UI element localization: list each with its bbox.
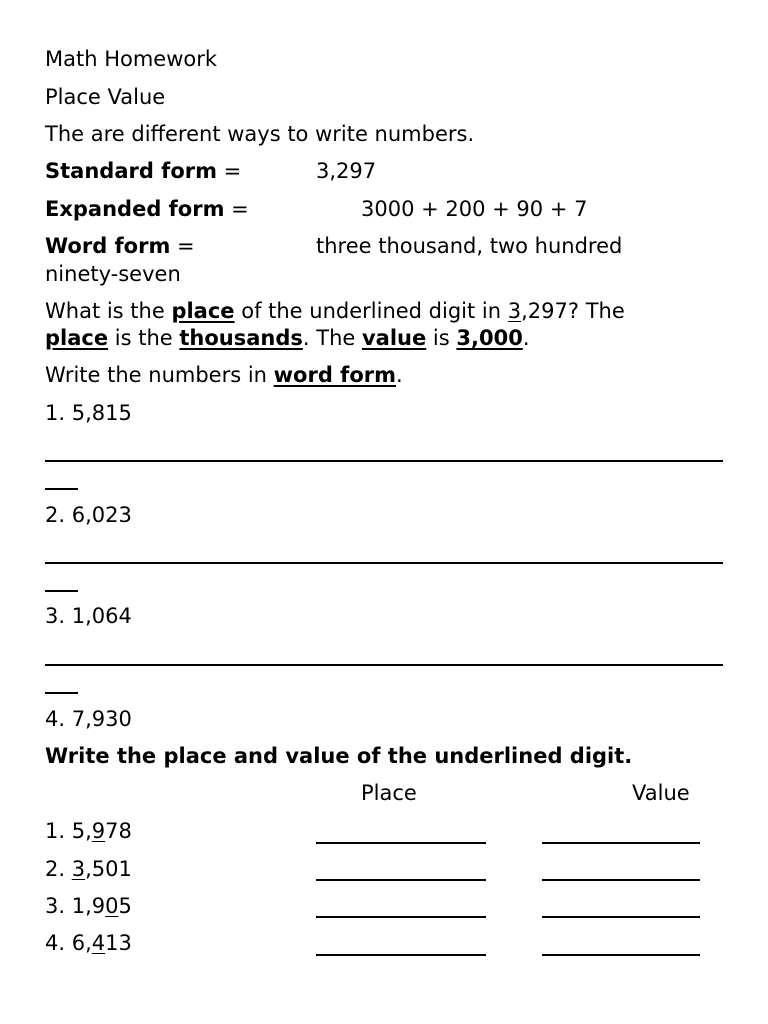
underlined-digit: 3 [507,299,522,323]
expanded-form-value: 3000 + 200 + 90 + 7 [361,197,588,221]
place-value-item-1: 1. 5,978 [45,819,132,843]
answer-line-3-continued[interactable] [45,692,78,694]
word-form-item-2: 2. 6,023 [45,503,132,527]
word-form-item-4: 4. 7,930 [45,707,132,731]
keyword-word-form: word form [273,363,396,387]
value-answer-line-3[interactable] [542,916,700,918]
answer-line-1-continued[interactable] [45,488,78,490]
column-header-value: Value [632,781,690,805]
keyword-thousands: thousands [179,326,303,350]
place-value-item-3: 3. 1,905 [45,894,132,918]
underlined-digit: 3 [71,857,86,881]
value-answer-line-4[interactable] [542,954,700,956]
expanded-form-label: Expanded form = [45,197,249,221]
answer-line-1[interactable] [45,460,723,462]
answer-line-2[interactable] [45,562,723,564]
worksheet-title: Math Homework [45,47,218,71]
word-form-item-1: 1. 5,815 [45,401,132,425]
section1-instruction: Write the numbers in word form. [45,363,403,387]
column-header-place: Place [361,781,417,805]
intro-text: The are different ways to write numbers. [45,122,475,146]
worksheet-subtitle: Place Value [45,85,166,109]
place-answer-line-2[interactable] [316,879,486,881]
value-answer-line-2[interactable] [542,879,700,881]
word-form-label: Word form = [45,234,195,258]
section2-instruction: Write the place and value of the underlined digit. [45,744,633,768]
example-line-1: What is the place of the underlined digit in 3,297? The [45,299,625,323]
example-line-2: place is the thousands. The value is 3,000. [45,326,530,350]
word-form-value: three thousand, two hundred [316,234,623,258]
underlined-digit: 0 [105,894,119,918]
keyword-value: value [361,326,427,350]
word-form-continuation: ninety-seven [45,262,181,286]
place-value-item-4: 4. 6,413 [45,931,132,955]
underlined-digit: 4 [91,931,106,955]
underlined-digit: 9 [91,819,106,843]
place-value-item-2: 2. 3,501 [45,857,132,881]
standard-form-value: 3,297 [316,159,377,183]
place-answer-line-3[interactable] [316,916,486,918]
value-answer-line-1[interactable] [542,842,700,844]
keyword-amount: 3,000 [456,326,523,350]
standard-form-label: Standard form = [45,159,242,183]
answer-line-3[interactable] [45,664,723,666]
keyword-place-2: place [45,326,109,350]
place-answer-line-1[interactable] [316,842,486,844]
word-form-item-3: 3. 1,064 [45,604,132,628]
keyword-place: place [171,299,235,323]
place-answer-line-4[interactable] [316,954,486,956]
answer-line-2-continued[interactable] [45,590,78,592]
